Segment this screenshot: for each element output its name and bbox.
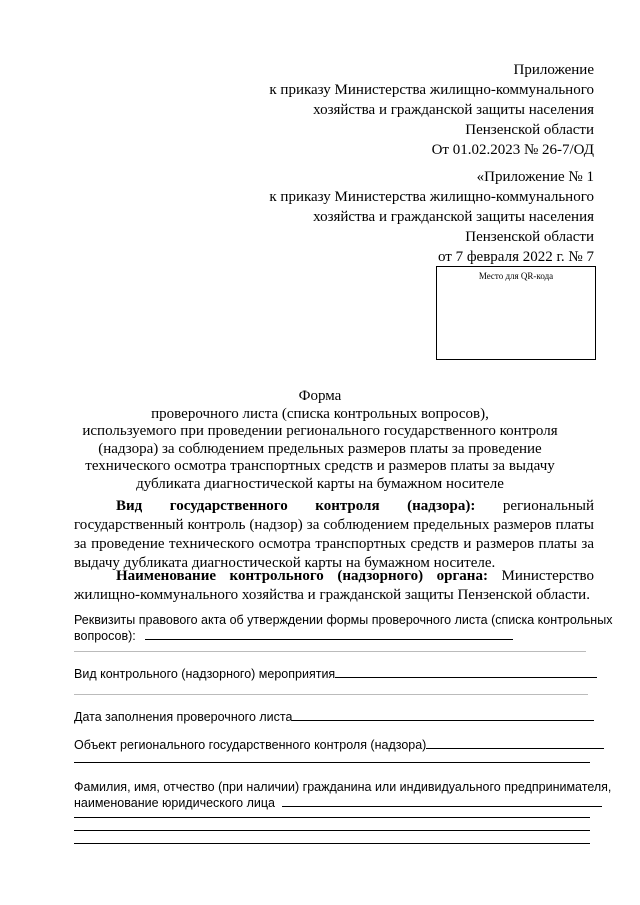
qr-code-label: Место для QR-кода [478, 271, 554, 281]
legal-act-label [74, 612, 613, 644]
person-field[interactable] [282, 795, 602, 807]
fill-date-label: Дата заполнения проверочного листа [74, 710, 293, 724]
qr-code-placeholder [436, 266, 596, 360]
form-title-line: технического осмотра транспортных средств и размеров платы за выдачу [85, 458, 555, 474]
legal-act-label-line2-row [74, 628, 594, 644]
form-title-line: Форма [298, 388, 342, 404]
legal-act-field[interactable] [145, 628, 513, 640]
attachment-1-line: Пензенской области [465, 122, 594, 138]
attachment-2-line: от 7 февраля 2022 г. № 7 [437, 249, 594, 265]
control-body-value: жилищно-коммунального хозяйства и гражданской защиты Пензенской области. [74, 587, 590, 603]
person-extra-line-2[interactable] [74, 830, 590, 831]
form-title-line: проверочного листа (списка контрольных вопросов), [151, 405, 489, 422]
fill-date-row [74, 709, 594, 725]
control-body-label: Наименование контрольного (надзорного) органа: [116, 568, 488, 584]
attachment-1-line: Приложение [513, 62, 594, 78]
attachment-1-line: к приказу Министерства жилищно-коммунального [269, 82, 594, 98]
form-title-line: дубликата диагностической карты на бумажном носителе [136, 475, 504, 492]
person-label [74, 779, 612, 811]
person-extra-line-1[interactable] [74, 817, 590, 818]
event-type-row [74, 666, 594, 682]
event-type-field[interactable] [335, 666, 597, 678]
person-extra-line-3[interactable] [74, 843, 590, 844]
control-body-paragraph [74, 567, 594, 605]
control-type-paragraph [74, 497, 594, 573]
control-type-value-first: региональный [502, 498, 594, 514]
object-extra-line[interactable] [74, 762, 590, 763]
person-label-line1: Фамилия, имя, отчество (при наличии) гражданина или индивидуального предпринимателя, [74, 780, 612, 794]
control-body-value-first: Министерство [501, 568, 594, 584]
event-type-label: Вид контрольного (надзорного) мероприятия [74, 667, 336, 681]
object-row [74, 737, 594, 753]
attachment-1-line: От 01.02.2023 № 26-7/ОД [431, 142, 594, 158]
form-title-line: используемого при проведении регионального государственного контроля [82, 423, 558, 439]
legal-act-label-line2: вопросов): [74, 629, 136, 643]
object-label: Объект регионального государственного контроля (надзора) [74, 738, 427, 752]
legal-act-extra-line[interactable] [74, 651, 586, 652]
attachment-2-line: «Приложение № 1 [476, 169, 594, 185]
form-title [70, 388, 570, 493]
person-label-line2-row [74, 795, 594, 811]
attachment-2-line: хозяйства и гражданской защиты населения [313, 209, 594, 225]
attachment-header-1 [269, 60, 594, 160]
object-field[interactable] [426, 737, 604, 749]
control-type-value: государственный контроль (надзор) за соблюдением предельных размеров платы за проведение технического осмотра транспортных средств и размеров платы за выдачу дубликата диагностической карты на бумажном носителе. [74, 517, 594, 571]
person-label-line2: наименование юридического лица [74, 796, 275, 810]
fill-date-field[interactable] [292, 709, 594, 721]
legal-act-label-line1: Реквизиты правового акта об утверждении формы проверочного листа (списка контрольных [74, 613, 613, 627]
control-type-label: Вид государственного контроля (надзора): [116, 498, 476, 514]
attachment-2-line: к приказу Министерства жилищно-коммунального [269, 189, 594, 205]
attachment-1-line: хозяйства и гражданской защиты населения [313, 102, 594, 118]
event-type-extra-line[interactable] [74, 694, 588, 695]
form-title-line: (надзора) за соблюдением предельных размеров платы за проведение [98, 440, 542, 457]
attachment-header-2 [269, 167, 594, 267]
attachment-2-line: Пензенской области [465, 229, 594, 245]
